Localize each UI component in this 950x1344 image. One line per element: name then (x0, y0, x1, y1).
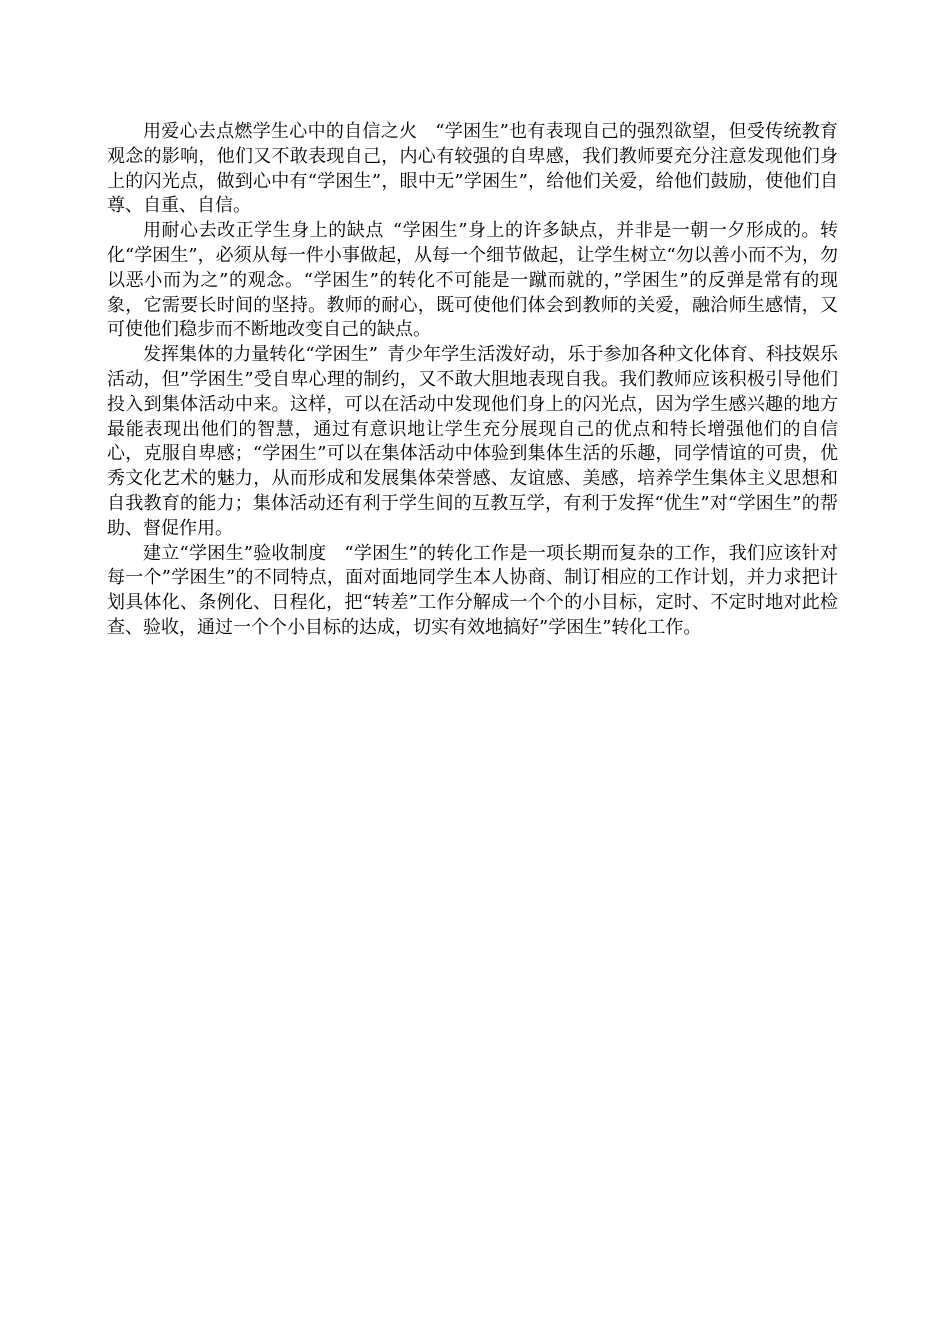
paragraph-body: “学困生”身上的许多缺点，并非是一朝一夕形成的。转化“学困生”，必须从每一件小事做起，从每一个细节做起，让学生树立“勿以善小而不为，勿以恶小而为之”的观念。“学困生”的转化不可能是一蹴而就的，”学困生”的反弹是常有的现象，它需要长时间的坚持。教师的耐心，既可使他们体会到教师的关爱，融洽师生感情，又可使他们稳步而不断地改变自己的缺点。 (107, 220, 839, 341)
paragraph-heading: 用爱心去点燃学生心中的自信之火 (143, 121, 418, 142)
paragraph-acceptance-system (107, 542, 838, 641)
paragraph-body: 青少年学生活泼好动，乐于参加各种文化体育、科技娱乐活动，但”学困生”受自卑心理的制约，又不敢大胆地表现自我。我们教师应该积极引导他们投入到集体活动中来。这样，可以在活动中发现他们身上的闪光点，因为学生感兴趣的地方最能表现出他们的智慧，通过有意识地让学生充分展现自己的优点和特长增强他们的自信心，克服自卑感；“学困生”可以在集体活动中体验到集体生活的乐趣，同学情谊的可贵，优秀文化艺术的魅力，从而形成和发展集体荣誉感、友谊感、美感，培养学生集体主义思想和自我教育的能力；集体活动还有利于学生间的互教互学，有利于发挥“优生”对“学困生”的帮助、督促作用。 (107, 344, 838, 539)
paragraph-heading: 发挥集体的力量转化“学困生” (143, 344, 378, 366)
paragraph-collective-power (107, 343, 838, 541)
paragraph-heading: 用耐心去改正学生身上的缺点 (143, 220, 384, 242)
document-page (107, 120, 838, 641)
paragraph-body: “学困生”也有表现自己的强烈欲望，但受传统教育观念的影响，他们又不敢表现自己，内心有较强的自卑感，我们教师要充分注意发现他们身上的闪光点，做到心中有“学困生”，眼中无”学困生”，给他们关爱，给他们鼓励，使他们自尊、自重、自信。 (107, 121, 838, 217)
paragraph-body: “学困生”的转化工作是一项长期而复杂的工作，我们应该针对每一个”学困生”的不同特点，面对面地同学生本人协商、制订相应的工作计划，并力求把计划具体化、条例化、日程化，把“转差”工作分解成一个个的小目标，定时、不定时地对此检查、验收，通过一个个小目标的达成，切实有效地搞好”学困生”转化工作。 (107, 542, 838, 638)
paragraph-heading: 建立“学困生”验收制度 (143, 542, 327, 564)
paragraph-patience (107, 219, 838, 343)
paragraph-self-confidence (107, 120, 838, 219)
